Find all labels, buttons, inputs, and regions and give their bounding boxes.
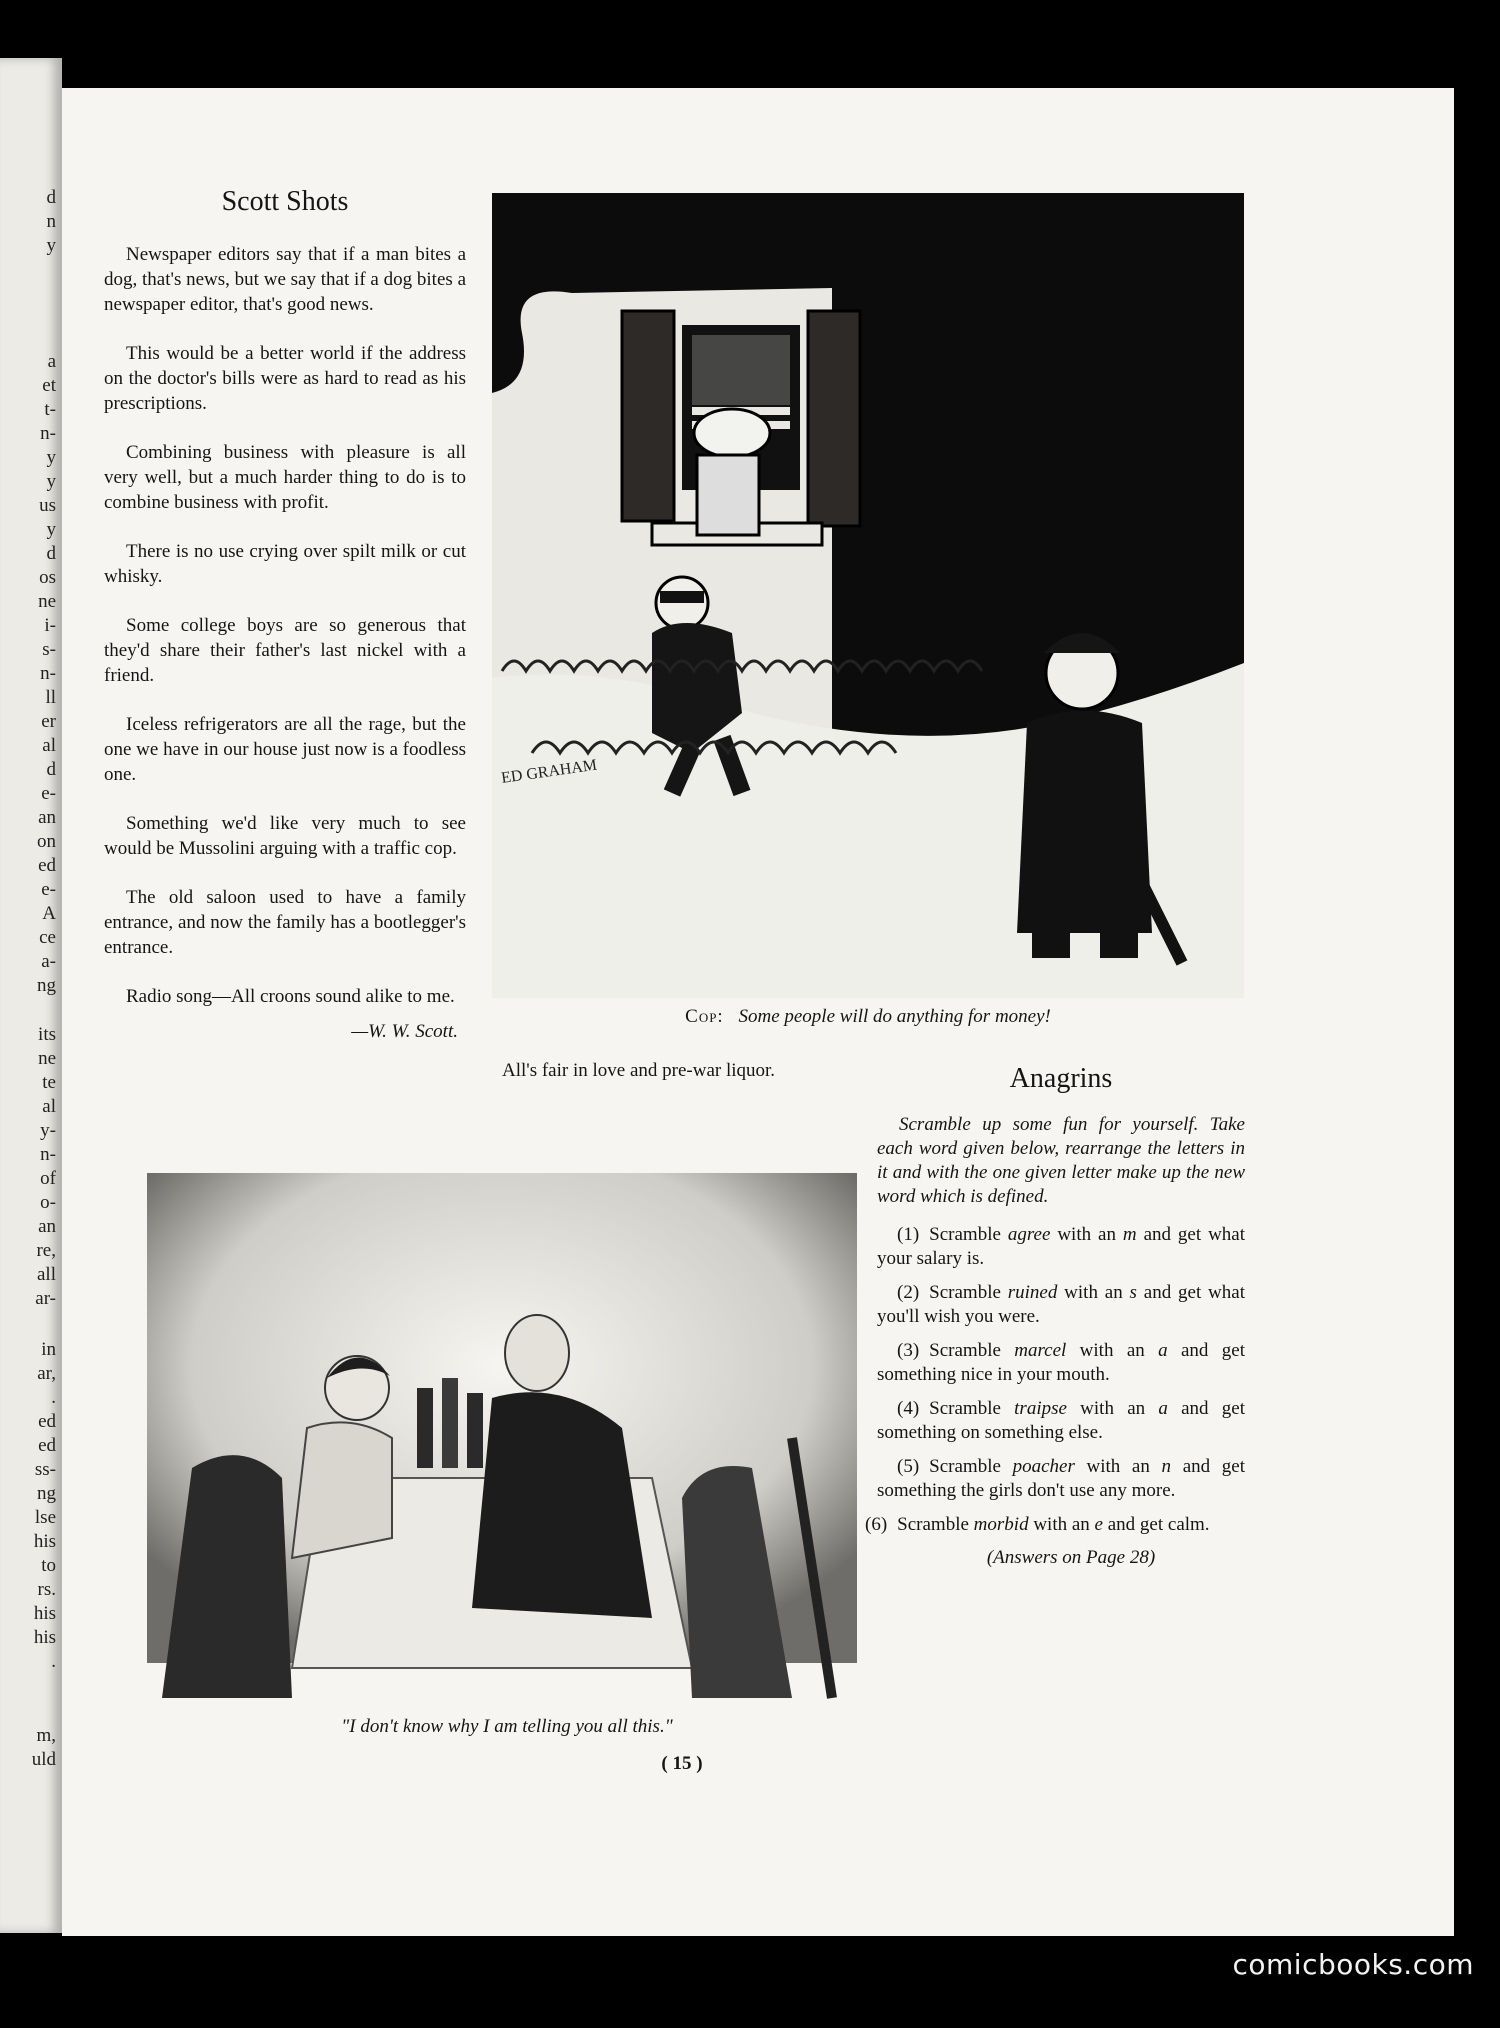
cartoon-top-caption (492, 1006, 1244, 1028)
couple-cartoon (92, 1138, 912, 1703)
prev-page-fragment: its ne te al y- n- of o- an re, all ar- (35, 1024, 56, 1309)
caption-speaker: Cop: (685, 1006, 724, 1027)
burglar-cop-cartoon (492, 193, 1244, 998)
prev-page-fragment: ed ed ss- ng lse his to rs. his his . (33, 1411, 56, 1672)
anagrins-title: Anagrins (1009, 1063, 1113, 1094)
caption-line: Some people will do anything for money! (738, 1006, 1051, 1027)
answers-reference: (Answers on Page 28) (986, 1547, 1156, 1568)
anagram-item: (2) Scramble ruined with an s and get what you'll wish you were. (877, 1282, 1245, 1327)
prev-page-fragment: a et t- n- y y us y d os ne i- s- n- ll er al d e- an on ed e- A ce a- ng (37, 351, 56, 996)
byline: —W. W. Scott. (351, 1021, 458, 1042)
joke-paragraph: Iceless refrigerators are all the rage, but the one we have in our house just now is a foodless one. (104, 714, 466, 785)
anagram-item: (3) Scramble marcel with an a and get something nice in your mouth. (877, 1340, 1245, 1385)
joke-paragraph: Radio song—All croons sound alike to me. (126, 986, 455, 1007)
prev-page-fragment: m, uld (31, 1725, 56, 1770)
anagrins-intro: Scramble up some fun for yourself. Take each word given below, rearrange the letters in it and with the one given letter make up the new word which is defined. (877, 1114, 1245, 1207)
cartoon-illustration (492, 193, 1244, 998)
joke-paragraph: Some college boys are so generous that they'd share their father's last nickel with a friend. (104, 615, 466, 686)
previous-page-edge (0, 58, 62, 1933)
anagram-item: (6) Scramble morbid with an e and get calm. (865, 1514, 1210, 1535)
magazine-page (62, 88, 1454, 1936)
cartoon-bottom-caption: "I don't know why I am telling you all this." (341, 1716, 673, 1737)
prev-page-fragment: d n y (46, 187, 56, 256)
artist-signature: ED GRAHAM (500, 756, 599, 787)
filler-quip: All's fair in love and pre-war liquor. (502, 1060, 776, 1081)
scott-shots-column (104, 186, 466, 1043)
joke-paragraph: There is no use crying over spilt milk or cut whisky. (104, 541, 466, 587)
joke-paragraph: Combining business with pleasure is all very well, but a much harder thing to do is to combine business with profit. (104, 442, 466, 513)
anagrins-column (865, 1063, 1245, 1569)
site-watermark: comicbooks.com (1232, 1948, 1474, 1981)
page-number: ( 15 ) (661, 1753, 703, 1774)
scott-shots-title: Scott Shots (221, 186, 349, 217)
joke-paragraph: Something we'd like very much to see would be Mussolini arguing with a traffic cop. (104, 813, 466, 859)
anagram-item: (4) Scramble traipse with an a and get something on something else. (877, 1398, 1245, 1443)
joke-paragraph: Newspaper editors say that if a man bites a dog, that's news, but we say that if a dog bites a newspaper editor, that's good news. (104, 244, 466, 315)
prev-page-fragment: in ar, . (37, 1339, 56, 1408)
cartoon-illustration (92, 1138, 912, 1703)
anagram-item: (1) Scramble agree with an m and get what your salary is. (877, 1224, 1245, 1269)
joke-paragraph: This would be a better world if the address on the doctor's bills were as hard to read as his prescriptions. (104, 343, 466, 414)
anagram-item: (5) Scramble poacher with an n and get something the girls don't use any more. (877, 1456, 1245, 1501)
joke-paragraph: The old saloon used to have a family entrance, and now the family has a bootlegger's entrance. (104, 887, 466, 958)
